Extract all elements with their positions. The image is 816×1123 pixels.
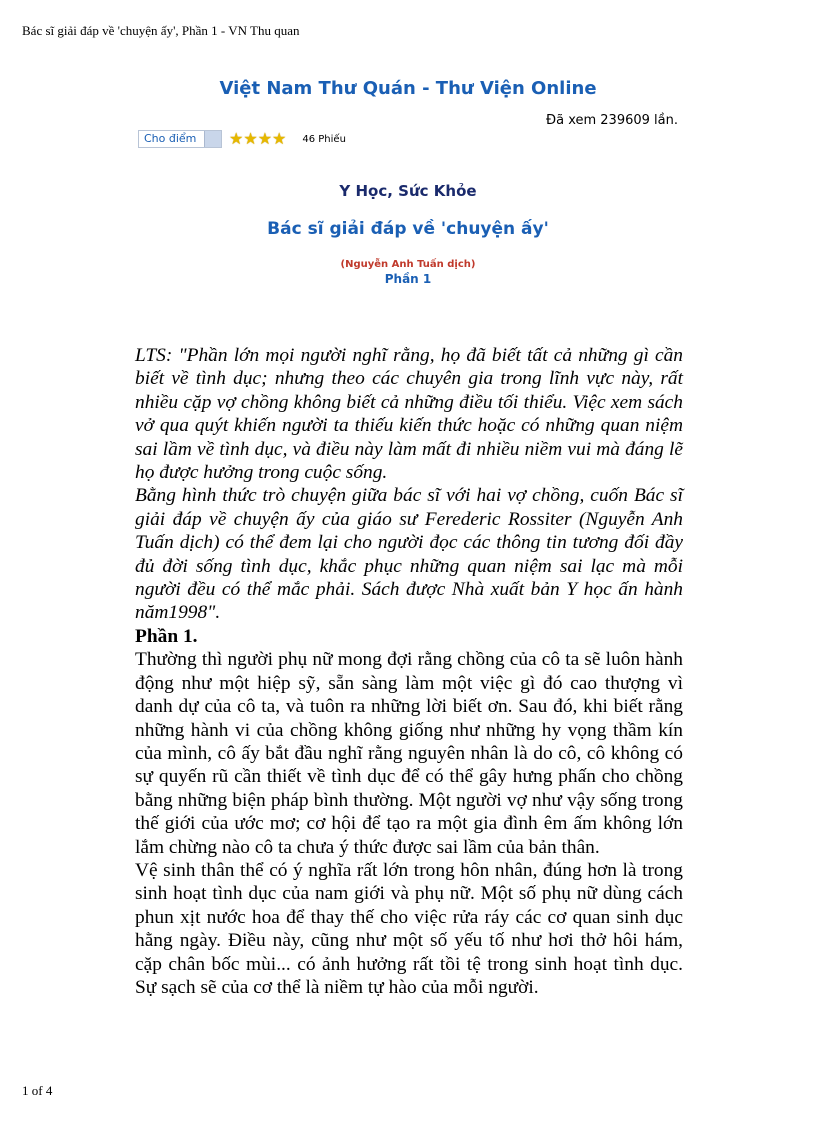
translator-credit: (Nguyễn Anh Tuấn dịch) xyxy=(340,259,476,270)
body-paragraph: Vệ sinh thân thể có ý nghĩa rất lớn trong hôn nhân, đúng hơn là trong sinh hoạt tình dục của nam giới và phụ nữ. Một số phụ nữ dùng cách phun xịt nước hoa để thay thế cho việc rửa ráy các cơ quan sinh dục hằng ngày. Điều này, cũng như một số yếu tố như hơi thở hôi hám, cặp chân bốc mùi... có ảnh hưởng rất tồi tệ trong sinh hoạt tình dục. Sự sạch sẽ của cơ thể là niềm tự hào của mỗi người. xyxy=(135,859,683,998)
print-header: Bác sĩ giải đáp về 'chuyện ấy', Phần 1 - VN Thu quan xyxy=(22,23,300,38)
intro-paragraph: Bằng hình thức trò chuyện giữa bác sĩ với hai vợ chồng, cuốn Bác sĩ giải đáp về chuyện ấy của giáo sư Ferederic Rossiter (Nguyễn Anh Tuấn dịch) có thể đem lại cho người đọc các thông tin tương đối đầy đủ đời sống tình dục, khắc phục những quan niệm sai lạc mà mỗi người đều có thể mắc phải. Sách được Nhà xuất bản Y học ấn hành năm1998". xyxy=(135,485,683,624)
site-title[interactable]: Việt Nam Thư Quán - Thư Viện Online xyxy=(219,78,597,99)
article-body xyxy=(135,344,683,999)
part-label: Phần 1 xyxy=(384,272,432,286)
rating-select-label: Cho điểm xyxy=(144,132,197,145)
vote-count: 46 Phiếu xyxy=(302,133,346,145)
rating-stars xyxy=(229,131,286,147)
page-number: 1 of 4 xyxy=(22,1083,53,1098)
intro-paragraph: LTS: "Phần lớn mọi người nghĩ rằng, họ đã biết tất cả những gì cần biết về tình dục; nhưng theo các chuyên gia trong lĩnh vực này, rất nhiều cặp vợ chồng không biết cả những điều tối thiểu. Việc xem sách vở qua quýt khiến người ta thiếu kiến thức hoặc có những quan niệm sai lầm về tình dục, và điều này làm mất đi nhiều niềm vui mà đáng lẽ họ được hưởng trong cuộc sống. xyxy=(135,345,683,484)
star-icon: ★ xyxy=(243,129,258,148)
rating-widget xyxy=(138,130,346,148)
category-title[interactable]: Y Học, Sức Khỏe xyxy=(339,182,477,200)
book-title: Bác sĩ giải đáp về 'chuyện ấy' xyxy=(267,219,549,239)
star-icon: ★ xyxy=(229,129,244,148)
section-heading: Phần 1. xyxy=(135,625,198,647)
star-icon: ★ xyxy=(257,129,273,148)
rating-select[interactable] xyxy=(138,130,222,148)
view-count: Đã xem 239609 lần. xyxy=(546,113,678,128)
star-icon: ★ xyxy=(272,129,287,148)
body-paragraph: Thường thì người phụ nữ mong đợi rằng chồng của cô ta sẽ luôn hành động như một hiệp sỹ, sẵn sàng làm một việc gì đó cao thượng vì danh dự của cô ta, và tuôn ra những lời biết ơn. Sau đó, khi biết rằng những hành vi của chồng không giống như những hy vọng thầm kín của mình, cô ấy bắt đầu nghĩ rằng nguyên nhân là do cô, cô không có sự quyến rũ cần thiết về tình dục để có thể gây hưng phấn cho chồng bằng những biện pháp bình thường. Một người vợ như vậy sống trong thế giới của ước mơ; cơ hội để tạo ra một gia đình êm ấm không lớn lắm chừng nào cô ta chưa ý thức được sai lầm của bản thân. xyxy=(135,649,683,858)
dropdown-icon[interactable] xyxy=(204,131,221,147)
